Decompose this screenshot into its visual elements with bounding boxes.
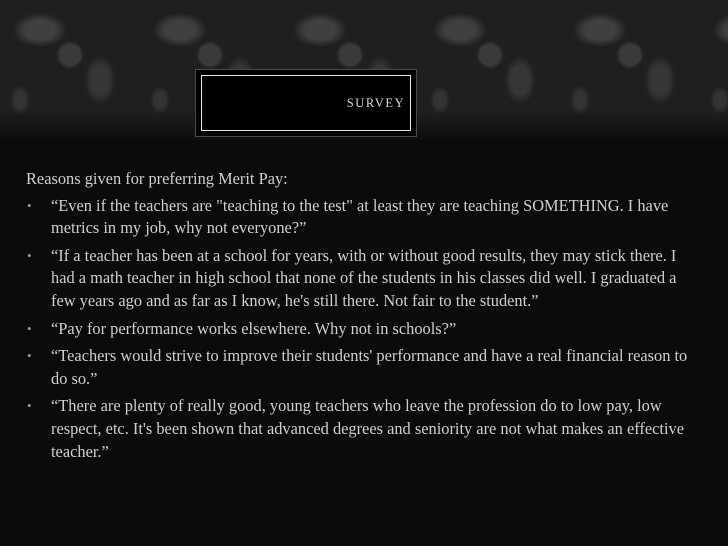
bullet-text: “Teachers would strive to improve their students' performance and have a real financial reason to do so.” bbox=[51, 346, 688, 388]
bullet-item bbox=[26, 318, 702, 341]
slide-title: SURVEY bbox=[346, 95, 406, 110]
bullet-item bbox=[26, 395, 702, 463]
bullet-item bbox=[26, 345, 702, 390]
bullet-list bbox=[26, 195, 702, 464]
bullet-icon: • bbox=[27, 320, 32, 336]
bullet-text: “There are plenty of really good, young teachers who leave the profession do to low pay, low respect, etc. It's been shown that advanced degrees and seniority are not what makes an effective teacher.” bbox=[51, 396, 684, 461]
bullet-item bbox=[26, 195, 702, 240]
title-frame bbox=[195, 69, 417, 137]
bullet-item bbox=[26, 245, 702, 313]
slide-body bbox=[26, 168, 702, 468]
bullet-icon: • bbox=[27, 247, 32, 263]
bullet-text: “Even if the teachers are "teaching to the test" at least they are teaching SOMETHING. I have metrics in my job, why not everyone?” bbox=[51, 195, 669, 238]
bullet-text: “If a teacher has been at a school for years, with or without good results, they may stick there. I had a math teacher in high school that none of the students in his classes did well. I graduated a few years ago and as far as I know, he's still there. Not fair to the student.” bbox=[51, 245, 677, 310]
bullet-icon: • bbox=[27, 398, 32, 414]
bullet-icon: • bbox=[27, 197, 32, 213]
title-inner-border bbox=[201, 75, 411, 131]
bullet-text: “Pay for performance works elsewhere. Why not in schools?” bbox=[51, 318, 457, 338]
bullet-icon: • bbox=[27, 348, 32, 364]
intro-text: Reasons given for preferring Merit Pay: bbox=[26, 169, 288, 188]
